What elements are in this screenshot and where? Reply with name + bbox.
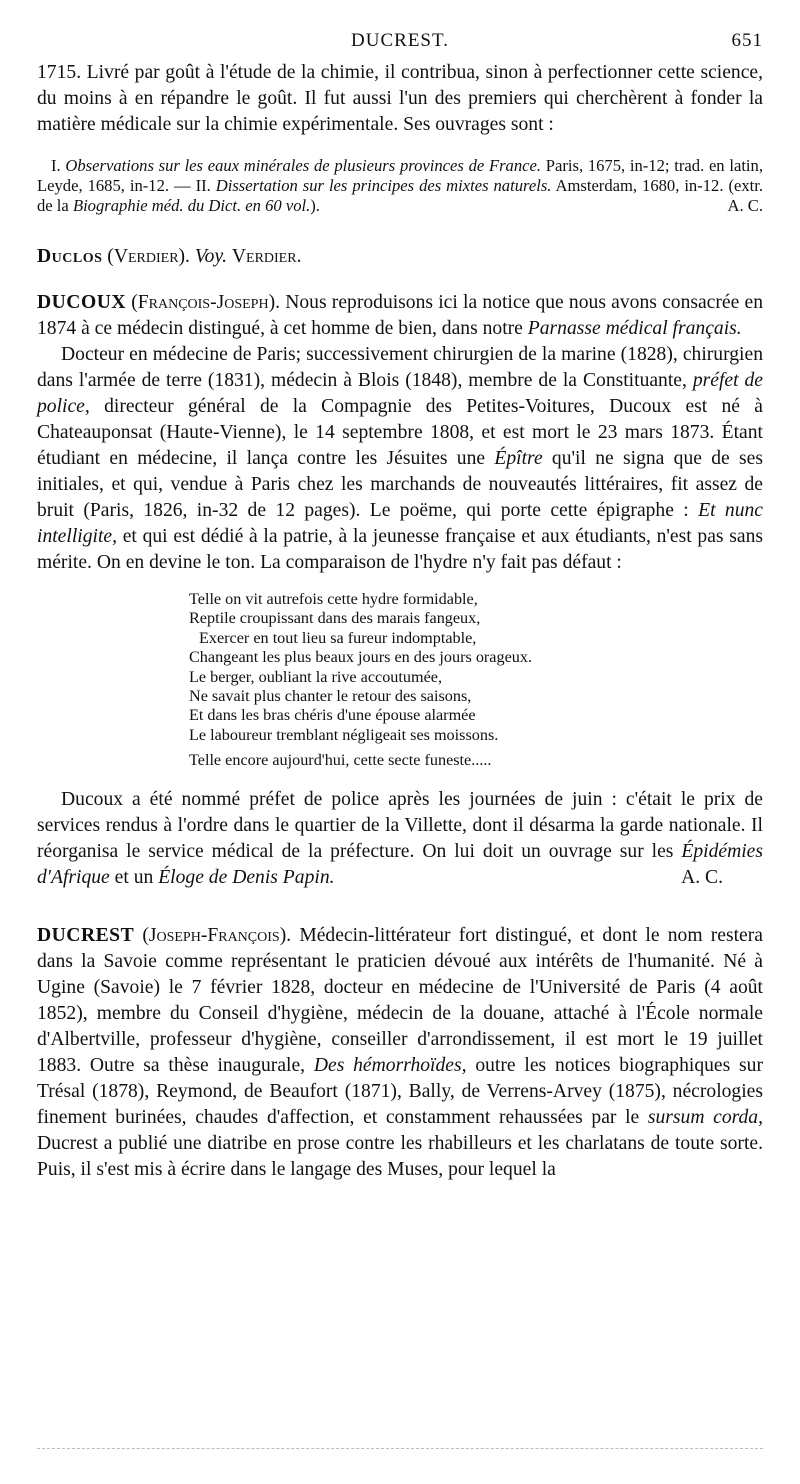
running-header — [37, 26, 763, 56]
cross-ref-target: Verdier. — [231, 246, 302, 267]
ref-text: Amsterdam, 1680, in-12. (extr. de la — [37, 176, 764, 215]
ref-title: Observations sur les eaux minérales de plusieurs provinces de France. — [65, 156, 542, 175]
cross-ref-label: Voy. — [194, 246, 227, 267]
emphasis: sursum corda, — [647, 1106, 764, 1128]
entry-name: Verdier — [113, 246, 179, 267]
page-number: 651 — [731, 30, 763, 51]
entry-text: directeur général de la Compagnie des Petites-Voitures, Ducoux est né à Chateauponsat (Haute-Vienne), le 14 septembre 1808, et est mort le 23 mars 1873. Étant étudiant en médecine, il lança contre les Jésuites une — [37, 396, 763, 469]
poem-line: Telle encore aujourd'hui, cette secte funeste..... — [189, 751, 492, 770]
poem-line: Ne savait plus chanter le retour des saisons, — [189, 687, 472, 706]
poem-line: Telle on vit autrefois cette hydre formidable, — [189, 590, 478, 608]
ref-text: ). — [310, 196, 320, 215]
author-initials: A. C. — [727, 196, 763, 215]
book-title: Éloge de Denis Papin. — [158, 866, 335, 888]
ref-text: Paris, 1675, in-12; trad. en latin, Leyde, 1685, in-12. — II. — [37, 156, 763, 195]
entry-text: Nous reproduisons ici la notice que nous avons consacrée en 1874 à ce médecin distingué, à cet homme de bien, dans notre — [37, 292, 763, 339]
entry-text: et un — [109, 866, 159, 888]
poem-quotation — [189, 590, 763, 771]
entry-headword: DUCREST — [37, 924, 135, 946]
entry-text: et qui est dédié à la patrie, à la jeunesse française et aux étudiants, n'est pas sans mérite. On en devine le ton. La comparaison de l'hydre n'y fait pas défaut : — [37, 526, 763, 573]
bottom-rule — [37, 1448, 763, 1451]
book-title: Des hémorrhoïdes, — [313, 1054, 467, 1076]
epigraph: Et nunc intelligite, — [37, 500, 763, 547]
entry-text: Docteur en médecine de Paris; successivement chirurgien de la marine (1828), chirurgien dans l'armée de terre (1831), médecin à Blois (1848), membre de la Constituante, — [37, 344, 763, 391]
paragraph — [37, 342, 763, 576]
entry-text: qu'il ne signa que de ses initiales, et qui, vendue à Paris chez les marchands de nouveautés littéraires, fit assez de bruit (Paris, 1826, in-32 de 12 pages). Le poëme, qui porte cette épigraphe : — [37, 448, 763, 521]
entry-text: Médecin-littérateur fort distingué, et dont le nom restera dans la Savoie comme représentant le praticien dévoué aux intérêts de l'humanité. Né à Ugine (Savoie) le 7 février 1828, docteur en médecine de l'Université de Paris (4 août 1852), membre du Conseil d'hygiène, médecin de la douane, attaché à l'École normale d'Albertville, professeur d'hygiène, conseiller d'arrondissement, il est mort le 19 juillet 1883. Outre sa thèse inaugurale, — [37, 924, 763, 1076]
entry-duclos: Duclos (Verdier). Voy. Verdier. — [37, 246, 302, 267]
entry-headword: Duclos — [37, 246, 103, 267]
book-title: Parnasse médical français. — [527, 318, 742, 339]
paragraph-continuation: 1715. Livré par goût à l'étude de la chimie, il contribua, sinon à perfectionner cette science, du moins à en répandre le goût. Il fut aussi l'un des premiers qui cherchèrent à fonder la matière médicale sur la chimie expérimentale. Ses ouvrages sont : — [37, 62, 763, 135]
poem-line: Et dans les bras chéris d'une épouse alarmée — [189, 706, 476, 725]
entry-text: Ducoux a été nommé préfet de police après les journées de juin : c'était le prix de services rendus à l'ordre dans le quartier de la Villette, dont il désarma la garde nationale. Il réorganisa le service médical de la préfecture. On lui doit un ouvrage sur les — [37, 788, 763, 862]
paragraph — [37, 787, 763, 891]
running-title: DUCREST. — [351, 30, 449, 51]
poem-line: Changeant les plus beaux jours en des jours orageux. — [189, 648, 533, 667]
entry-name: François-Joseph — [137, 292, 269, 313]
emphasis: Épître — [494, 448, 543, 469]
entry-name: Joseph-François — [148, 924, 280, 946]
entry-headword: DUCOUX — [37, 292, 126, 313]
ref-title: Biographie méd. du Dict. en 60 vol. — [72, 196, 311, 215]
page-body — [37, 60, 763, 1183]
poem-line: Le laboureur tremblant négligeait ses moissons. — [189, 725, 499, 744]
entry-ducoux: DUCOUX (François-Joseph). Nous reproduisons ici la notice que nous avons consacrée en 1874 à ce médecin distingué, à cet homme de bien, dans notre Parnasse médical français. — [37, 292, 763, 339]
entry-text: outre les notices biographiques sur Trésal (1878), Reymond, de Beaufort (1871), Bally, de Verrens-Arvey (1875), nécrologies finement burinées, chaudes d'affection, et constamment rehaussées par le — [37, 1054, 763, 1128]
author-initials: A. C. — [681, 866, 723, 888]
ref-title: Dissertation sur les principes des mixtes naturels. — [215, 176, 552, 195]
emphasis: préfet de police, — [37, 370, 763, 417]
ref-number: I. — [51, 156, 66, 175]
bibliography-entry — [37, 156, 763, 216]
entry-text: Ducrest a publié une diatribe en prose contre les rhabilleurs et les charlatans de toute sorte. Puis, il s'est mis à écrire dans le langage des Muses, pour lequel la — [37, 1132, 763, 1180]
poem-line: Le berger, oubliant la rive accoutumée, — [189, 667, 442, 686]
book-title: Épidémies d'Afrique — [37, 840, 763, 888]
poem-line: Exercer en tout lieu sa fureur indomptable, — [199, 628, 477, 647]
poem-line: Reptile croupissant dans des marais fangeux, — [189, 609, 481, 628]
entry-ducrest: DUCREST (Joseph-François). Médecin-littérateur fort distingué, et dont le nom restera dans la Savoie comme représentant le praticien dévoué aux intérêts de l'humanité. Né à Ugine (Savoie) le 7 février 1828, docteur en médecine de l'Université de Paris (4 août 1852), membre du Conseil d'hygiène, médecin de la douane, attaché à l'École normale d'Albertville, professeur d'hygiène, conseiller d'arrondissement, il est mort le 19 juillet 1883. Outre sa thèse inaugurale, Des hémorrhoïdes, outre les notices biographiques sur Trésal (1878), Reymond, de Beaufort (1871), Bally, de Verrens-Arvey (1875), nécrologies finement burinées, chaudes d'affection, et constamment rehaussées par le sursum corda, Ducrest a publié une diatribe en prose contre les rhabilleurs et les charlatans de toute sorte. Puis, il s'est mis à écrire dans le langage des Muses, pour lequel la — [37, 924, 764, 1180]
